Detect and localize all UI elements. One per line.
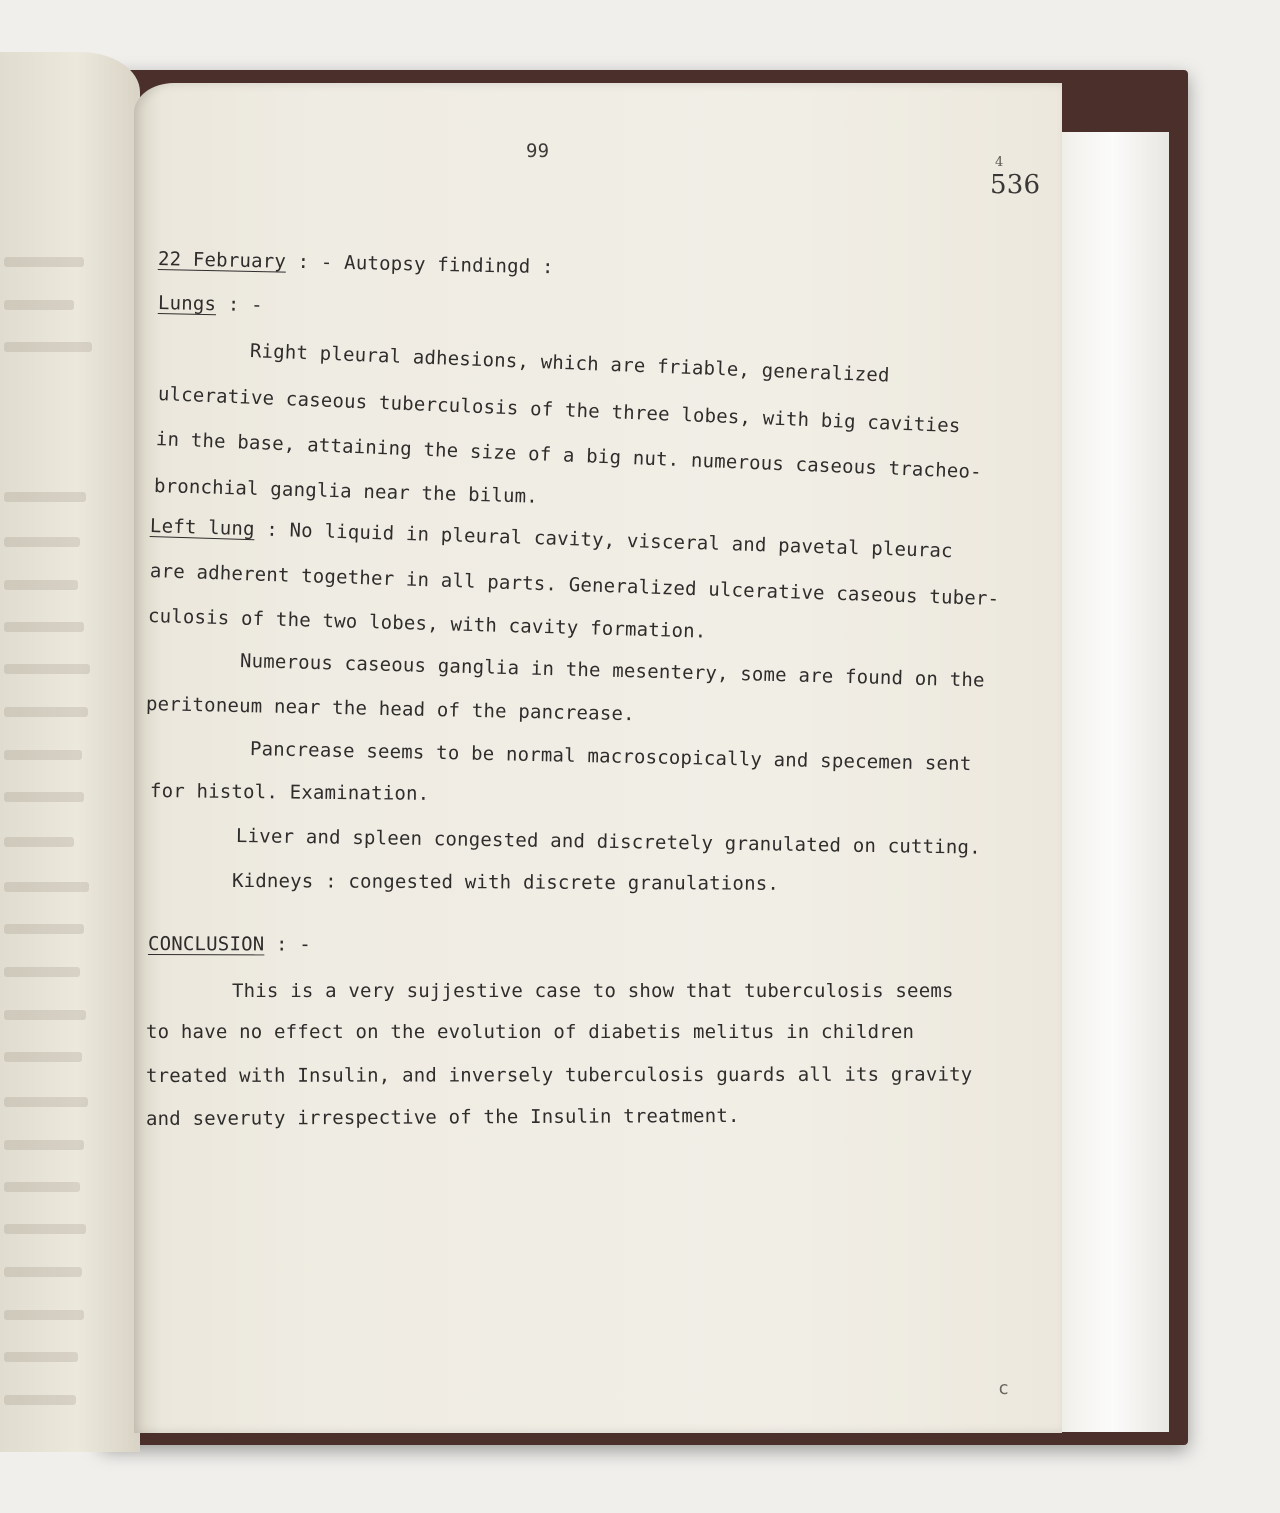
left-lung-label: Left lung xyxy=(149,515,256,541)
lungs-rest: : - xyxy=(215,293,263,317)
text-line: peritoneum near the head of the pancrease. xyxy=(145,693,635,726)
conclusion-label: CONCLUSION xyxy=(147,933,265,956)
facing-page xyxy=(0,52,140,1452)
text-line: in the base, attaining the size of a big nut. numerous caseous tracheo- xyxy=(155,428,983,484)
text-line: : No liquid in pleural cavity, visceral and pavetal pleurac xyxy=(254,518,954,563)
date-heading: 22 February xyxy=(157,248,287,273)
text-line: Kidneys : congested with discrete granulations. xyxy=(231,870,780,895)
text-line: Numerous caseous ganglia in the mesentery, some are found on the xyxy=(239,650,985,692)
lungs-label: Lungs xyxy=(157,292,217,316)
text-line: This is a very sujjestive case to show that tuberculosis seems xyxy=(232,980,954,1002)
margin-mark: c xyxy=(998,1378,1010,1399)
text-line: to have no effect on the evolution of diabetis melitus in children xyxy=(146,1021,915,1043)
conclusion-heading xyxy=(148,933,311,956)
text-line: Liver and spleen congested and discretely granulated on cutting. xyxy=(235,825,981,859)
text-line: are adherent together in all parts. Generalized ulcerative caseous tuber- xyxy=(149,560,1000,611)
text-line: Right pleural adhesions, which are friable, generalized xyxy=(249,340,891,387)
folio-number: 536 xyxy=(990,170,1041,200)
lungs-heading xyxy=(158,292,263,316)
page-number: 99 xyxy=(526,140,550,162)
text-line: and severuty irrespective of the Insulin treatment. xyxy=(145,1104,740,1130)
folio-small-number: 4 xyxy=(995,155,1004,170)
text-line: culosis of the two lobes, with cavity formation. xyxy=(147,605,707,643)
conclusion-rest: : - xyxy=(264,933,311,956)
text-line: ulcerative caseous tuberculosis of the three lobes, with big cavities xyxy=(157,383,961,438)
text-line: Pancrease seems to be normal macroscopically and specemen sent xyxy=(249,738,972,776)
text-line: bronchial ganglia near the bilum. xyxy=(153,475,539,508)
text-line: for histol. Examination. xyxy=(149,780,430,805)
text-line: treated with Insulin, and inversely tuberculosis guards all its gravity xyxy=(145,1063,973,1087)
heading-rest: : - Autopsy findingd : xyxy=(285,250,554,279)
